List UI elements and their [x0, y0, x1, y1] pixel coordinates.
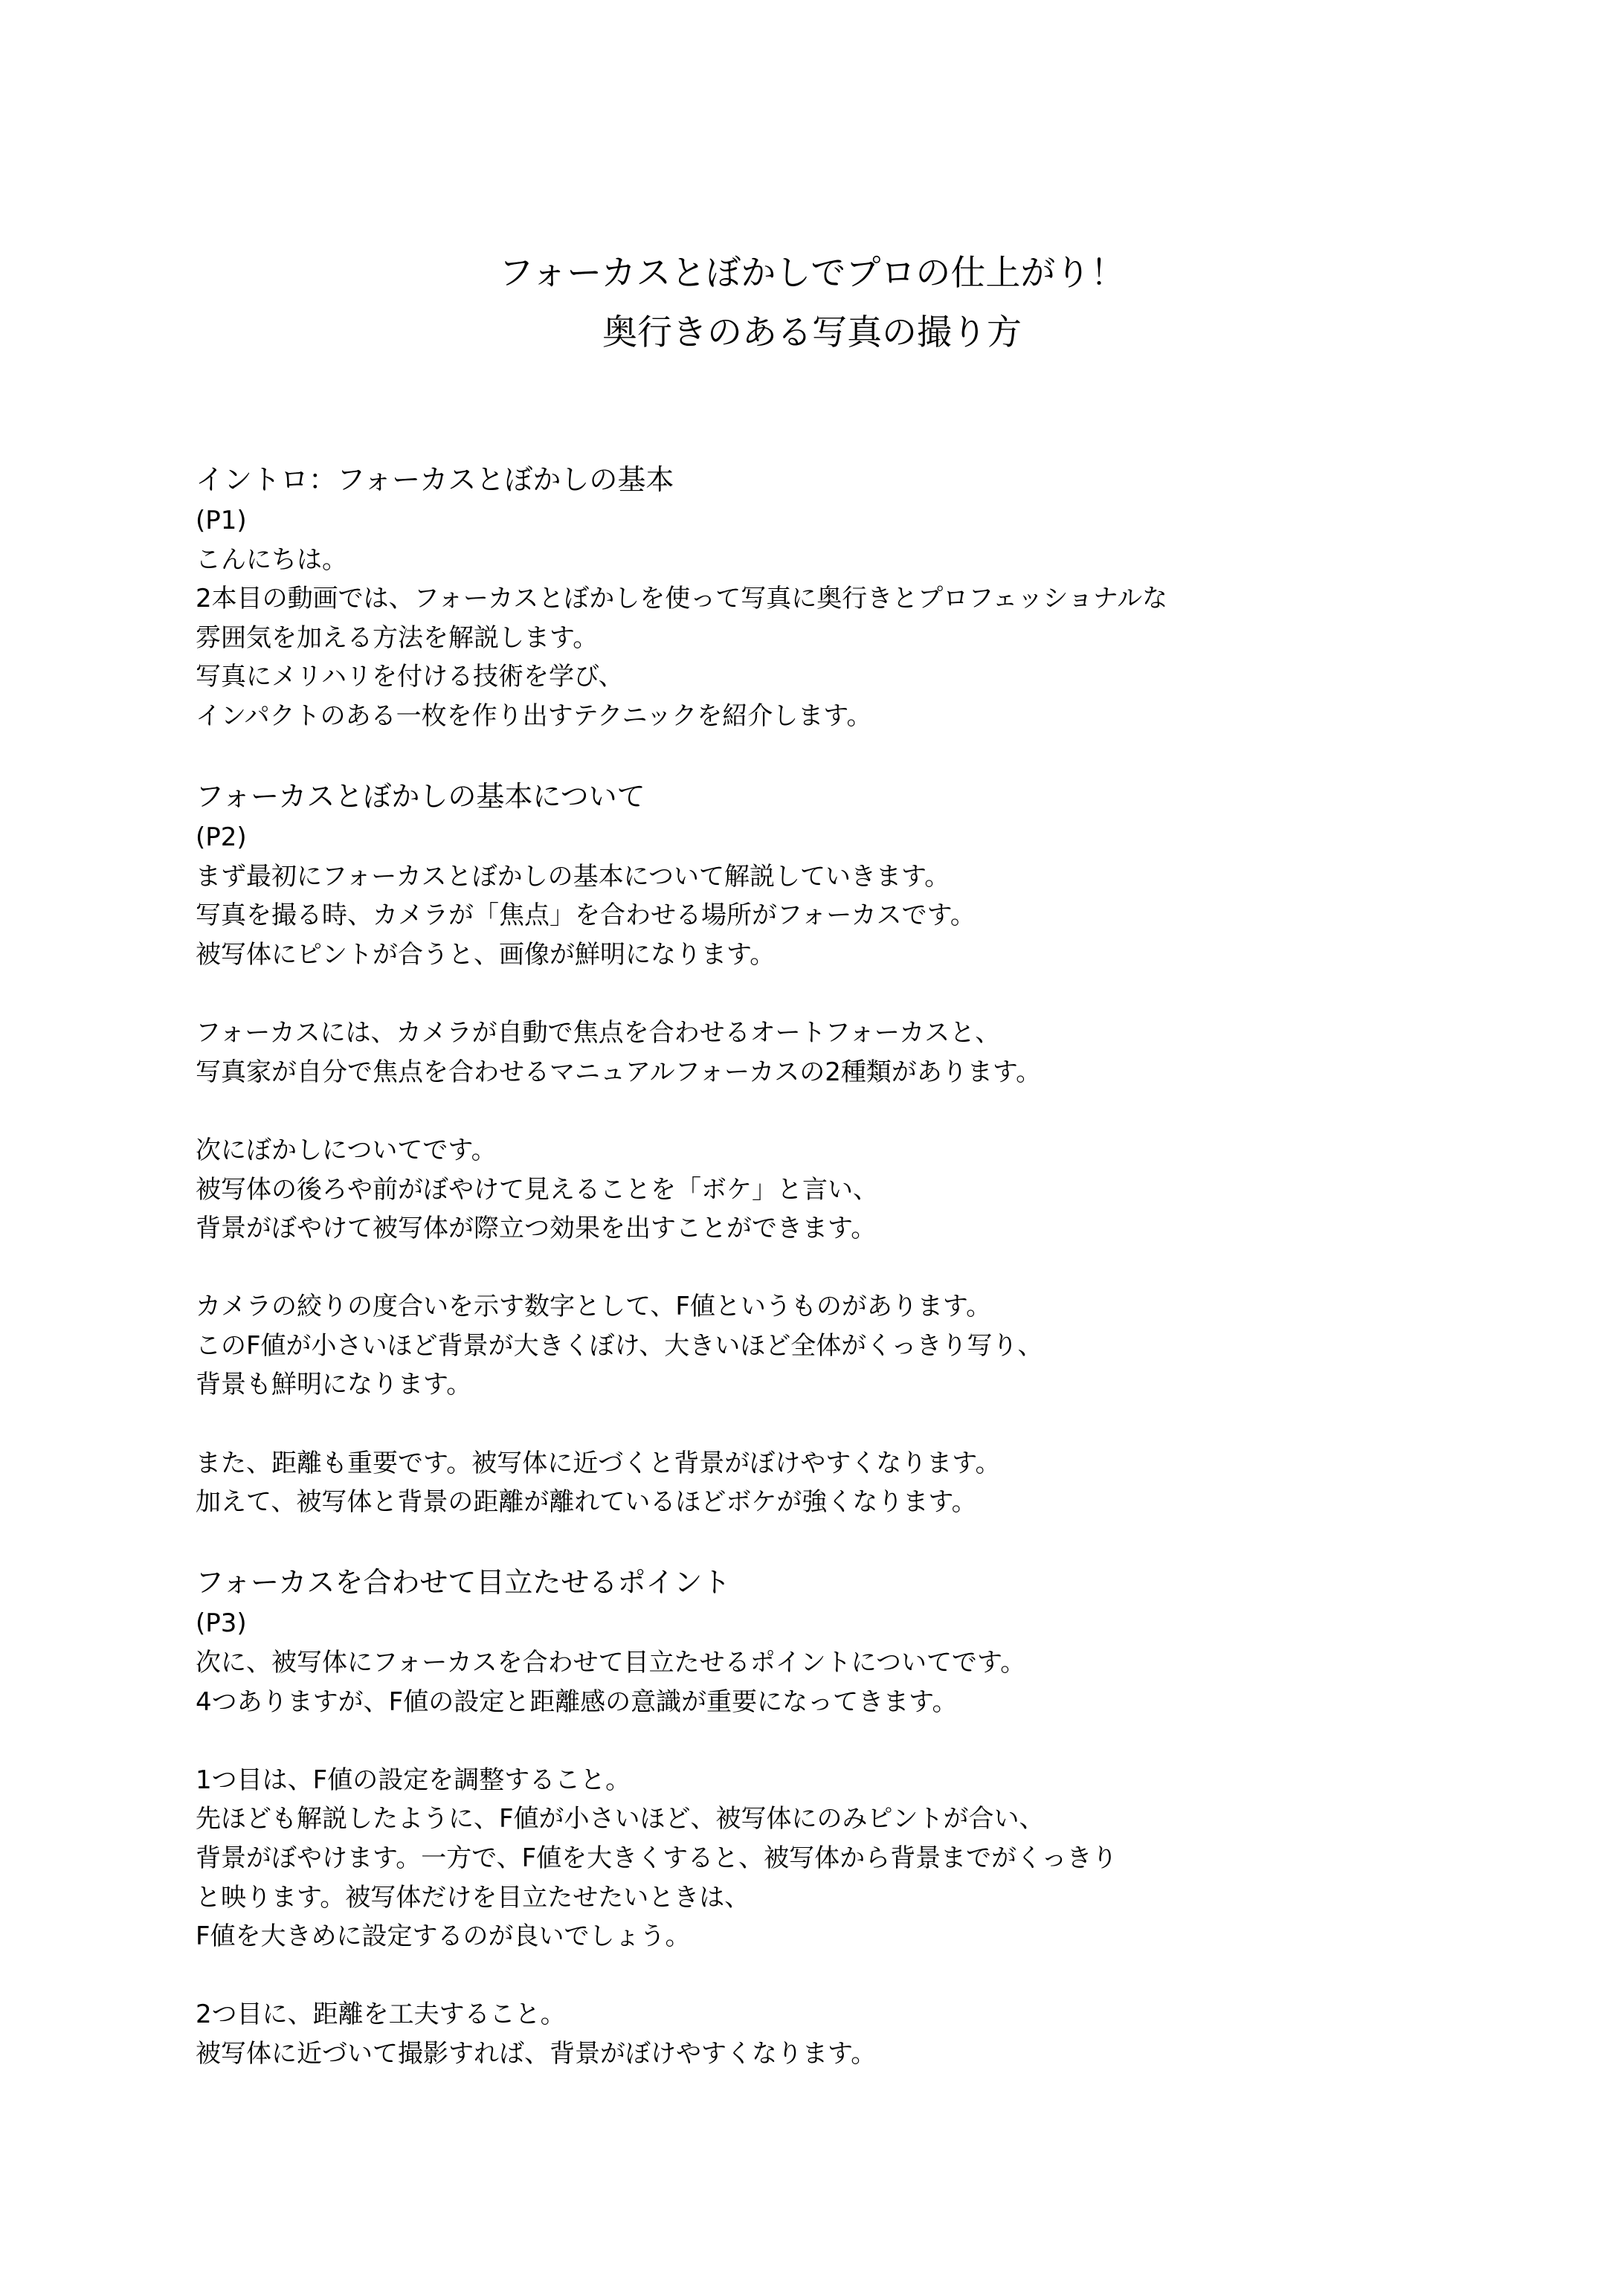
text-line: フォーカスには、カメラが自動で焦点を合わせるオートフォーカスと、 — [196, 1018, 1001, 1048]
text-line: 被写体にピントが合うと、画像が鮮明になります。 — [196, 939, 776, 970]
text-line: 先ほども解説したように、F値が小さいほど、被写体にのみピントが合い、 — [196, 1804, 1045, 1834]
text-line: と映ります。被写体だけを目立たせたいときは、 — [196, 1882, 750, 1913]
text-line: 4つありますが、F値の設定と距離感の意識が重要になってきます。 — [196, 1686, 958, 1717]
text-line: 写真にメリハリを付ける技術を学び、 — [196, 662, 624, 692]
paragraph-gap — [196, 1405, 1534, 1444]
section-heading: イントロ：フォーカスとぼかしの基本 — [196, 463, 674, 496]
text-line: F値を大きめに設定するのが良いでしょう。 — [196, 1921, 691, 1952]
text-line: 写真を撮る時、カメラが「焦点」を合わせる場所がフォーカスです。 — [196, 900, 976, 931]
text-line: 雰囲気を加える方法を解説します。 — [196, 622, 599, 653]
text-line: 2本目の動画では、フォーカスとぼかしを使って写真に奥行きとプロフェッショナルな — [196, 584, 1168, 614]
document-title — [0, 244, 1624, 363]
text-line: また、距離も重要です。被写体に近づくと背景がぼけやすくなります。 — [196, 1448, 1001, 1478]
text-line: 2つ目に、距離を工夫すること。 — [196, 2000, 566, 2030]
text-line: 背景がぼやけて被写体が際立つ効果を出すことができます。 — [196, 1214, 877, 1244]
text-line: 加えて、被写体と背景の距離が離れているほどボケが強くなります。 — [196, 1487, 977, 1518]
text-line: 写真家が自分で焦点を合わせるマニュアルフォーカスの2種類があります。 — [196, 1057, 1042, 1087]
text-line: 次にぼかしについてです。 — [196, 1135, 497, 1165]
text-line: こんにちは。 — [196, 544, 347, 575]
paragraph-gap — [196, 736, 1534, 776]
paragraph-gap — [196, 1092, 1534, 1131]
text-line: カメラの絞りの度合いを示す数字として、F値というものがあります。 — [196, 1292, 992, 1322]
title-line-1: フォーカスとぼかしでプロの仕上がり！ — [498, 253, 1126, 294]
text-line: 被写体に近づいて撮影すれば、背景がぼけやすくなります。 — [196, 2038, 877, 2069]
text-line: まず最初にフォーカスとぼかしの基本について解説していきます。 — [196, 861, 950, 892]
text-line: このF値が小さいほど背景が大きくぼけ、大きいほど全体がくっきり写り、 — [196, 1330, 1043, 1361]
text-line: インパクトのある一枚を作り出すテクニックを紹介します。 — [196, 700, 872, 731]
text-line: 被写体の後ろや前がぼやけて見えることを「ボケ」と言い、 — [196, 1174, 878, 1205]
page-marker: (P2) — [196, 822, 247, 853]
page-marker: (P3) — [196, 1608, 247, 1639]
section-heading: フォーカスとぼかしの基本について — [196, 780, 645, 813]
paragraph-gap — [196, 1721, 1534, 1761]
paragraph-gap — [196, 975, 1534, 1014]
paragraph-gap — [196, 1249, 1534, 1288]
section-focus-points — [196, 1561, 1534, 2073]
text-line: 1つ目は、F値の設定を調整すること。 — [196, 1765, 631, 1795]
section-intro — [196, 458, 1534, 736]
section-basics — [196, 775, 1534, 1522]
paragraph-gap — [196, 1522, 1534, 1562]
paragraph-gap — [196, 1956, 1534, 1996]
document-body — [196, 458, 1534, 2074]
text-line: 次に、被写体にフォーカスを合わせて目立たせるポイントについてです。 — [196, 1648, 1026, 1678]
title-line-2: 奥行きのある写真の撮り方 — [602, 312, 1022, 353]
text-line: 背景も鮮明になります。 — [196, 1370, 472, 1400]
text-line: 背景がぼやけます。一方で、F値を大きくすると、被写体から背景までがくっきり — [196, 1843, 1118, 1873]
section-heading: フォーカスを合わせて目立たせるポイント — [196, 1566, 731, 1599]
page-marker: (P1) — [196, 506, 247, 535]
